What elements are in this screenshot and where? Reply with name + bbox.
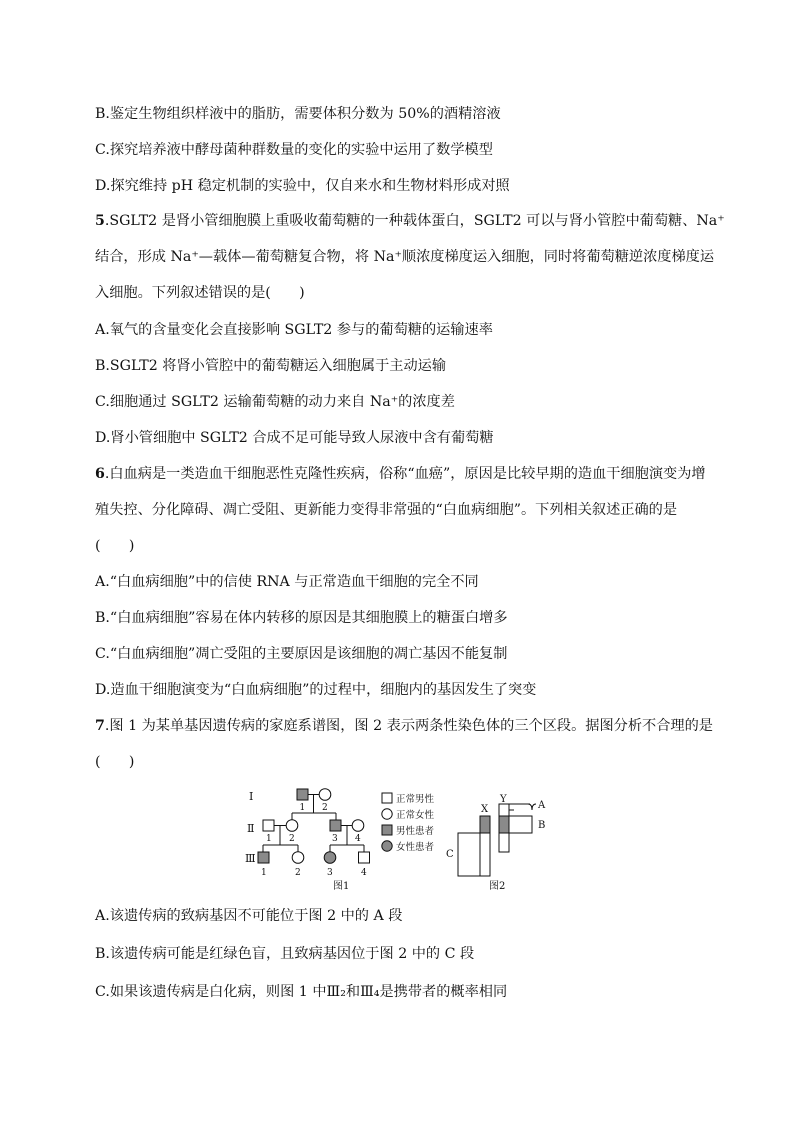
iii3-affected-female xyxy=(324,852,336,864)
legend-normal-male-label: 正常男性 xyxy=(396,794,435,805)
legend-affected-female-symbol xyxy=(382,841,392,851)
iii3-id: 3 xyxy=(327,868,333,878)
q6-option-b: B.“白血病细胞”容易在体内转移的原因是其细胞膜上的糖蛋白增多 xyxy=(95,610,508,626)
legend-normal-male-symbol xyxy=(382,793,392,803)
q7-stem-text-1: .图 1 为某单基因遗传病的家庭系谱图，图 2 表示两条性染色体的三个区段。据图分析不合理的是 xyxy=(104,718,713,734)
q5-option-a: A.氧气的含量变化会直接影响 SGLT2 参与的葡萄糖的运输速率 xyxy=(95,322,493,338)
q5-stem-line-3: 入细胞。下列叙述错误的是( ) xyxy=(95,285,305,301)
q6-stem-text-1: .白血病是一类造血干细胞恶性克隆性疾病，俗称“血癌”，原因是比较早期的造血干细胞演变为增 xyxy=(104,466,706,482)
q5-option-d: D.肾小管细胞中 SGLT2 合成不足可能导致人尿液中含有葡萄糖 xyxy=(95,430,494,446)
q7-option-a: A.该遗传病的致病基因不可能位于图 2 中的 A 段 xyxy=(95,908,403,924)
label-y: Y xyxy=(500,794,507,805)
legend-affected-male-symbol xyxy=(382,825,392,835)
bracket-a xyxy=(528,804,536,810)
legend-affected-male-label: 男性患者 xyxy=(396,826,435,837)
ii4-id: 4 xyxy=(355,834,361,844)
iii1-id: 1 xyxy=(261,868,267,878)
i1-id: 1 xyxy=(299,803,306,813)
ii4-normal-female xyxy=(352,820,364,832)
option-b-top: B.鉴定生物组织样液中的脂肪，需要体积分数为 50%的酒精溶液 xyxy=(95,106,501,122)
legend-normal-female-label: 正常女性 xyxy=(396,810,435,821)
iii4-normal-male xyxy=(359,852,370,863)
q6-stem-line-2: 殖失控、分化障碍、凋亡受阻、更新能力变得非常强的“白血病细胞”。下列相关叙述正确的是 xyxy=(95,502,678,518)
q6-option-d: D.造血干细胞演变为“白血病细胞”的过程中，细胞内的基因发生了突变 xyxy=(95,682,537,698)
q5-number: 5 xyxy=(95,213,105,229)
q5-option-c: C.细胞通过 SGLT2 运输葡萄糖的动力来自 Na⁺的浓度差 xyxy=(95,394,455,410)
ii1-id: 1 xyxy=(266,834,272,844)
label-a: A xyxy=(538,800,546,811)
ii2-id: 2 xyxy=(289,834,295,844)
bracket-b xyxy=(528,816,532,833)
i2-normal-female xyxy=(319,789,331,801)
bracket-c xyxy=(458,833,462,876)
q5-stem-line-2: 结合，形成 Na⁺—载体—葡萄糖复合物，将 Na⁺顺浓度梯度运入细胞，同时将葡萄糖逆浓度梯度运 xyxy=(95,249,715,265)
q5-option-b: B.SGLT2 将肾小管腔中的葡萄糖运入细胞属于主动运输 xyxy=(95,358,447,374)
generation-label-1: I xyxy=(249,790,254,803)
q7-option-c: C.如果该遗传病是白化病，则图 1 中Ⅲ₂和Ⅲ₄是携带者的概率相同 xyxy=(95,984,508,1000)
q6-number: 6 xyxy=(95,466,105,482)
q6-option-c: C.“白血病细胞”凋亡受阻的主要原因是该细胞的凋亡基因不能复制 xyxy=(95,646,508,662)
q5-stem-text-1: .SGLT2 是肾小管细胞膜上重吸收葡萄糖的一种载体蛋白，SGLT2 可以与肾小管腔中葡萄糖、Na⁺ xyxy=(104,213,725,229)
iii1-affected-male xyxy=(258,852,269,863)
q7-stem-line-2: ( ) xyxy=(95,754,135,770)
legend-affected-female-label: 女性患者 xyxy=(396,842,435,853)
label-x: X xyxy=(481,804,489,815)
q6-option-a: A.“白血病细胞”中的信使 RNA 与正常造血干细胞的完全不同 xyxy=(95,574,479,590)
figure-2-sex-chromosomes xyxy=(446,794,546,892)
ii3-affected-male xyxy=(330,820,341,831)
generation-label-2: Ⅱ xyxy=(247,822,255,835)
i2-id: 2 xyxy=(322,803,328,813)
i1-affected-male xyxy=(297,789,308,800)
generation-label-3: Ⅲ xyxy=(245,852,256,865)
q6-stem-line-3: ( ) xyxy=(95,538,135,554)
label-c: C xyxy=(446,849,454,860)
y-homologous-segment xyxy=(499,816,509,833)
legend-normal-female-symbol xyxy=(382,809,392,819)
option-c-top: C.探究培养液中酵母菌种群数量的变化的实验中运用了数学模型 xyxy=(95,142,493,158)
figure-2-caption: 图2 xyxy=(489,881,506,892)
label-b: B xyxy=(538,820,546,831)
iii4-id: 4 xyxy=(361,868,367,878)
x-homologous-segment xyxy=(480,816,490,833)
iii2-id: 2 xyxy=(295,868,301,878)
option-d-top: D.探究维持 pH 稳定机制的实验中，仅自来水和生物材料形成对照 xyxy=(95,178,510,194)
q7-option-b: B.该遗传病可能是红绿色盲，且致病基因位于图 2 中的 C 段 xyxy=(95,946,475,962)
iii2-normal-female xyxy=(292,852,304,864)
ii1-normal-male xyxy=(263,820,274,831)
ii3-id: 3 xyxy=(332,834,338,844)
figure-1-pedigree xyxy=(245,789,435,892)
ii2-normal-female xyxy=(286,820,298,832)
figure-1-caption: 图1 xyxy=(333,881,350,892)
q7-number: 7 xyxy=(95,718,105,734)
